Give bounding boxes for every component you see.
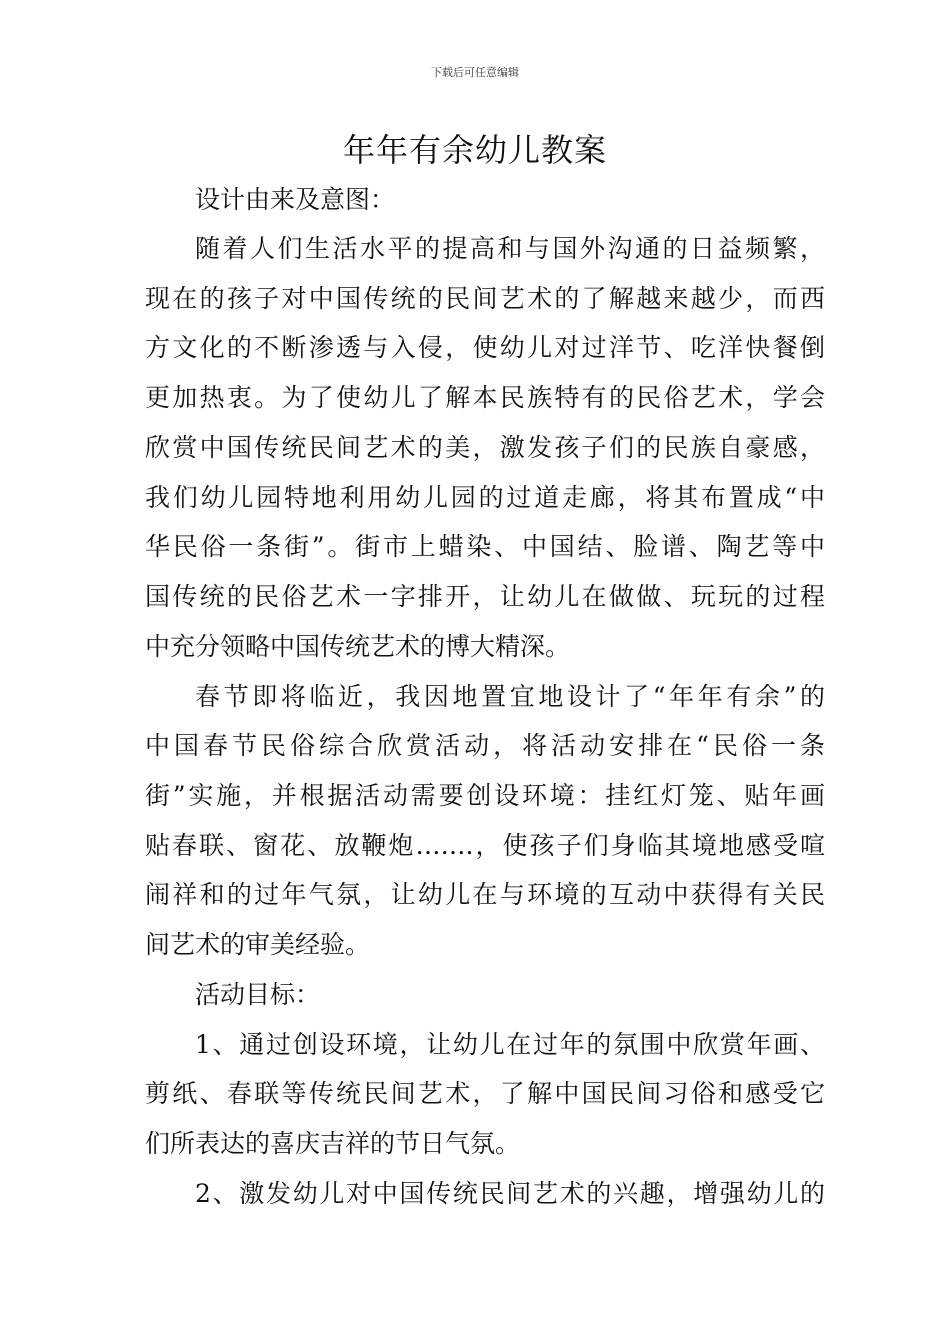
paragraph-line: 方文化的不断渗透与入侵，使幼儿对过洋节、吃洋快餐倒 <box>145 333 825 362</box>
goal-item-line: 2、激发幼儿对中国传统民间艺术的兴趣，增强幼儿的 <box>195 1179 825 1208</box>
goal-item-line: 1、通过创设环境，让幼儿在过年的氛围中欣赏年画、 <box>195 1030 825 1059</box>
paragraph-line: 国传统的民俗艺术一字排开，让幼儿在做做、玩玩的过程 <box>145 582 825 611</box>
paragraph-line: 现在的孩子对中国传统的民间艺术的了解越来越少，而西 <box>145 284 825 313</box>
page-header-note: 下载后可任意编辑 <box>431 66 519 79</box>
paragraph-line: 中国春节民俗综合欣赏活动，将活动安排在“民俗一条 <box>145 731 825 760</box>
paragraph-line: 欣赏中国传统民间艺术的美，激发孩子们的民族自豪感， <box>145 433 825 462</box>
paragraph-line: 华民俗一条街”。街市上蜡染、中国结、脸谱、陶艺等中 <box>145 532 825 561</box>
paragraph-line: 我们幼儿园特地利用幼儿园的过道走廊，将其布置成“中 <box>145 483 825 512</box>
paragraph-line: 更加热衷。为了使幼儿了解本民族特有的民俗艺术，学会 <box>145 383 825 412</box>
paragraph-line: 随着人们生活水平的提高和与国外沟通的日益频繁， <box>195 234 825 263</box>
paragraph-line: 春节即将临近，我因地置宜地设计了“年年有余”的 <box>195 682 825 711</box>
paragraph-line: 间艺术的审美经验。 <box>145 930 371 959</box>
section-heading-activity-goals: 活动目标： <box>195 980 321 1009</box>
paragraph-line: 中充分领略中国传统艺术的博大精深。 <box>145 632 571 661</box>
goal-item-line: 剪纸、春联等传统民间艺术，了解中国民间习俗和感受它 <box>145 1079 825 1108</box>
paragraph-line: 街”实施，并根据活动需要创设环境：挂红灯笼、贴年画 <box>145 781 825 810</box>
paragraph-line: 闹祥和的过年气氛，让幼儿在与环境的互动中获得有关民 <box>145 880 825 909</box>
paragraph-line: 贴春联、窗花、放鞭炮…….，使孩子们身临其境地感受喧 <box>145 831 825 860</box>
section-heading-design-intent: 设计由来及意图： <box>195 185 396 214</box>
goal-item-line: 们所表达的喜庆吉祥的节日气氛。 <box>145 1129 521 1158</box>
document-title: 年年有余幼儿教案 <box>342 131 607 169</box>
